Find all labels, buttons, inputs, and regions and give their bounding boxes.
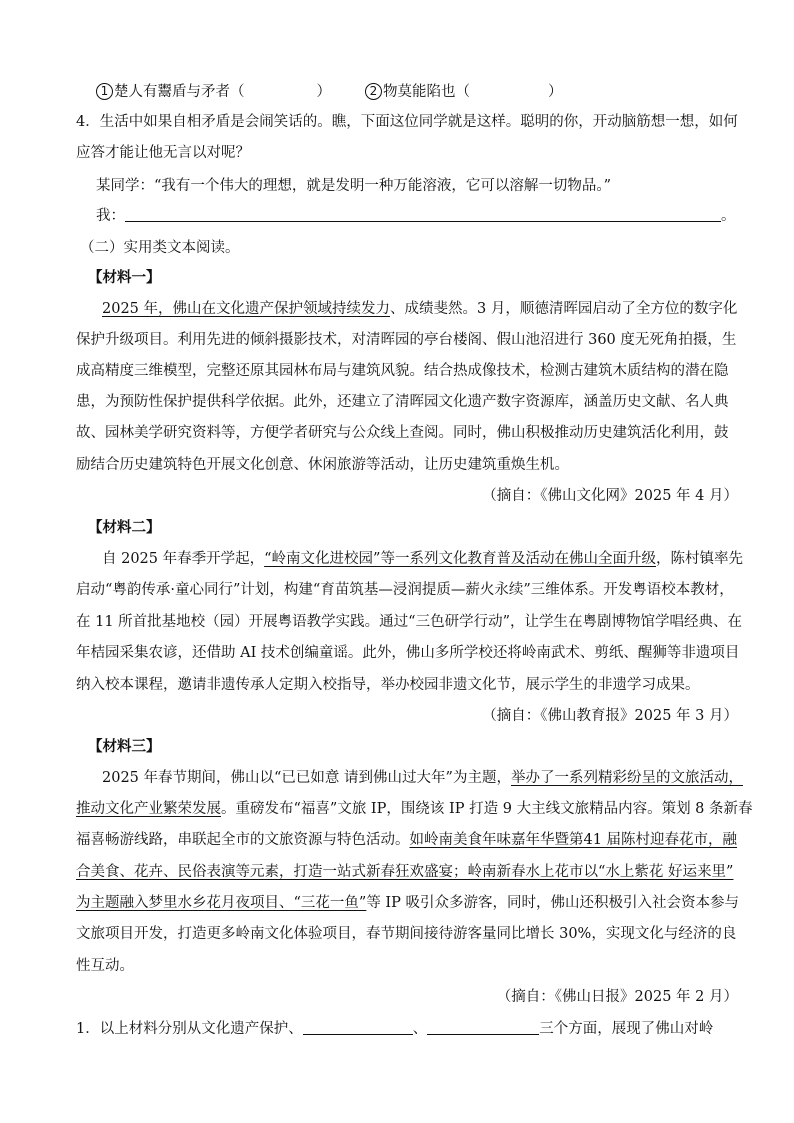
- material1-line: 患，为预防性保护提供科学依据。此外，还建立了清晖园文化遗产数字资源库，涵盖历史文献、名人典: [76, 394, 729, 410]
- material3-line: 合美食、花卉、民俗表演等元素，打造一站式新春狂欢盛宴；岭南新春水上花市以“水上紫花 好运来里”: [76, 864, 734, 880]
- circle-number: 2: [365, 83, 382, 100]
- material3-line: 为主题融入梦里水乡花月夜项目、“三花一鱼”等 IP 吸引众多游客，同时，佛山还积极引入社会资本参与: [76, 895, 740, 911]
- material2-line: 自 2025 年春季开学起，“岭南文化进校园”等一系列文化教育普及活动在佛山全面升级，陈村镇率先: [102, 551, 743, 567]
- material3-heading: 【材料三】: [88, 738, 161, 755]
- q4-student-quote: 某同学：“我有一个伟大的理想，就是发明一种万能溶液，它可以溶解一切物品。”: [96, 178, 612, 194]
- material3-line: 2025 年春节期间，佛山以“已已如意 请到佛山过大年”为主题，举办了一系列精彩纷呈的文旅活动，: [102, 770, 743, 786]
- q1-line: 1．以上材料分别从文化遗产保护、 、 三个方面，展现了佛山对岭: [76, 1021, 714, 1037]
- material1-line: 励结合历史建筑特色开展文化创意、休闲旅游等活动，让历史建筑重焕生机。: [76, 457, 569, 473]
- answer-blank[interactable]: [303, 1019, 413, 1035]
- material2-line: 启动“粤韵传承·童心同行”计划，构建“育苗筑基—浸润提质—薪火永续”三维体系。开发粤语校本教材，: [76, 582, 734, 598]
- material2-line: 在 11 所首批基地校（园）开展粤语教学实践。通过“三色研学行动”，让学生在粤剧博物馆学唱经典、在: [76, 614, 742, 630]
- material1-line: 2025 年，佛山在文化遗产保护领域持续发力、成绩斐然。3 月，顺德清晖园启动了全方位的数字化: [102, 301, 738, 317]
- material2-line: 纳入校本课程，邀请非遗传承人定期入校指导，举办校园非遗文化节，展示学生的非遗学习成果。: [76, 677, 700, 693]
- circle-items-row: 1 楚人有鬻盾与矛者（ ） 2 物莫能陷也（ ）: [96, 82, 563, 102]
- material1-line: 保护升级项目。利用先进的倾斜摄影技术，对清晖园的亭台楼阁、假山池沼进行 360 度无死角拍摄，生: [76, 332, 737, 348]
- material1-line: 成高精度三维模型，完整还原其园林布局与建筑风貌。结合热成像技术，检测古建筑木质结构的潜在隐: [76, 363, 729, 379]
- material3-line: 福喜畅游线路，串联起全市的文旅资源与特色活动。如岭南美食年味嘉年华暨第41 届陈村迎春花市，融: [76, 832, 738, 848]
- me-label: 我：: [96, 208, 125, 224]
- circle-number: 1: [96, 83, 113, 100]
- q4-answer-row: 我： 。: [96, 208, 736, 224]
- section-title: （二）实用类文本阅读。: [80, 240, 240, 256]
- material3-line: 性互动。: [76, 958, 134, 974]
- answer-blank[interactable]: [125, 206, 721, 222]
- material3-source: （摘自：《佛山日报》2025 年 2 月）: [496, 989, 738, 1005]
- material3-line: 文旅项目开发，打造更多岭南文化体验项目，春节期间接待游客量同比增长 30%，实现文化与经济的良: [76, 926, 737, 942]
- material1-source: （摘自：《佛山文化网》2025 年 4 月）: [482, 488, 738, 504]
- material2-line: 年桔园采集农谚，还借助 AI 技术创编童谣。此外，佛山多所学校还将岭南武术、剪纸、醒狮等非遗项目: [76, 645, 740, 661]
- answer-blank[interactable]: [427, 1019, 539, 1035]
- material3-line: 推动文化产业繁荣发展。重磅发布“福喜”文旅 IP，围绕该 IP 打造 9 大主线文旅精品内容。策划 8 条新春: [76, 801, 753, 817]
- item1-text: 楚人有鬻盾与矛者（: [114, 84, 245, 100]
- material1-heading: 【材料一】: [88, 269, 161, 286]
- material1-line: 故、园林美学研究资料等，方便学者研究与公众线上查阅。同时，佛山积极推动历史建筑活化利用，鼓: [76, 425, 729, 441]
- material2-heading: 【材料二】: [88, 519, 161, 536]
- item2-text: 物莫能陷也（: [383, 84, 470, 100]
- q4-line1: 4．生活中如果自相矛盾是会闹笑话的。瞧，下面这位同学就是这样。聪明的你，开动脑筋想一想，如何: [76, 114, 738, 130]
- q4-line2: 应答才能让他无言以对呢？: [76, 145, 250, 161]
- material2-source: （摘自：《佛山教育报》2025 年 3 月）: [482, 708, 738, 724]
